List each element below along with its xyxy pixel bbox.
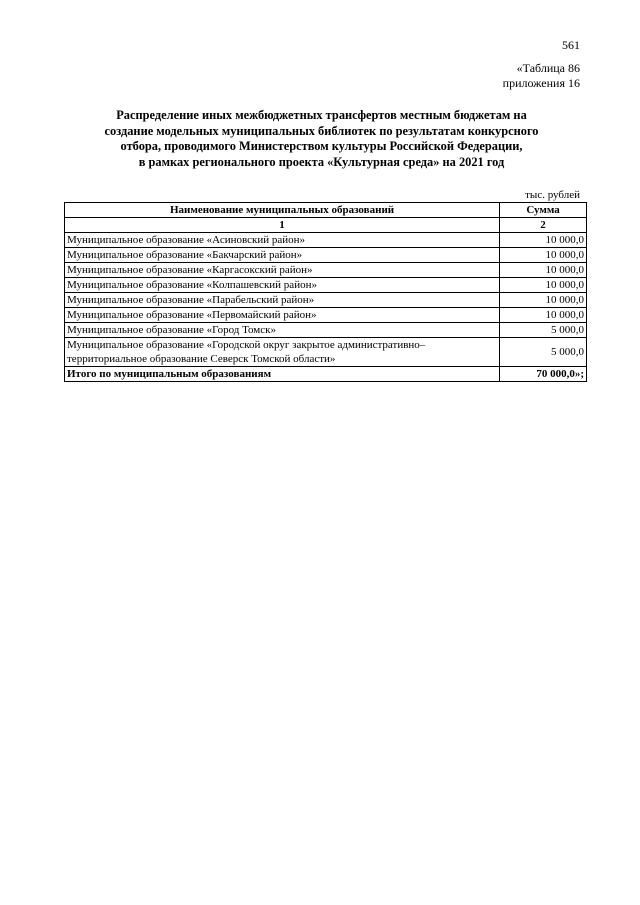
sum-cell: 10 000,0	[500, 278, 587, 293]
document-title	[60, 108, 583, 170]
municipality-name-cell: Муниципальное образование «Город Томск»	[65, 323, 500, 338]
column-header-name: Наименование муниципальных образований	[65, 203, 500, 218]
municipality-name-cell: Муниципальное образование «Городской округ закрытое административно–территориальное образование Северск Томской области»	[65, 338, 500, 367]
column-number-1: 1	[65, 218, 500, 233]
page-number: 561	[562, 38, 580, 52]
table-row	[65, 233, 587, 248]
sum-cell: 10 000,0	[500, 248, 587, 263]
column-number-2: 2	[500, 218, 587, 233]
table-reference-line-1: «Таблица 86	[516, 61, 580, 75]
table-header-row	[65, 203, 587, 218]
municipality-name-cell: Муниципальное образование «Первомайский район»	[65, 308, 500, 323]
column-header-sum: Сумма	[500, 203, 587, 218]
table-row	[65, 308, 587, 323]
sum-cell: 10 000,0	[500, 308, 587, 323]
total-label-cell: Итого по муниципальным образованиям	[65, 367, 500, 382]
table-row	[65, 248, 587, 263]
municipality-name-cell: Муниципальное образование «Бакчарский район»	[65, 248, 500, 263]
total-sum-cell: 70 000,0»;	[500, 367, 587, 382]
table-row	[65, 278, 587, 293]
table-row	[65, 293, 587, 308]
municipality-name-cell: Муниципальное образование «Парабельский район»	[65, 293, 500, 308]
title-line: Распределение иных межбюджетных трансфертов местным бюджетам на	[116, 108, 527, 122]
sum-cell: 5 000,0	[500, 323, 587, 338]
table-reference	[503, 61, 580, 91]
title-line: создание модельных муниципальных библиотек по результатам конкурсного	[104, 123, 539, 138]
municipality-name-cell: Муниципальное образование «Колпашевский район»	[65, 278, 500, 293]
sum-cell: 10 000,0	[500, 263, 587, 278]
column-number-row	[65, 218, 587, 233]
sum-cell: 5 000,0	[500, 338, 587, 367]
units-label: тыс. рублей	[525, 189, 580, 201]
table-row	[65, 338, 587, 367]
title-line: отбора, проводимого Министерством культуры Российской Федерации,	[120, 139, 523, 154]
transfers-table	[64, 202, 587, 382]
municipality-name-cell: Муниципальное образование «Асиновский район»	[65, 233, 500, 248]
table-row	[65, 263, 587, 278]
table-reference-line-2: приложения 16	[502, 76, 580, 90]
municipality-name-cell: Муниципальное образование «Каргасокский район»	[65, 263, 500, 278]
sum-cell: 10 000,0	[500, 293, 587, 308]
table-row	[65, 323, 587, 338]
table-total-row	[65, 367, 587, 382]
title-line: в рамках регионального проекта «Культурная среда» на 2021 год	[138, 154, 505, 169]
sum-cell: 10 000,0	[500, 233, 587, 248]
